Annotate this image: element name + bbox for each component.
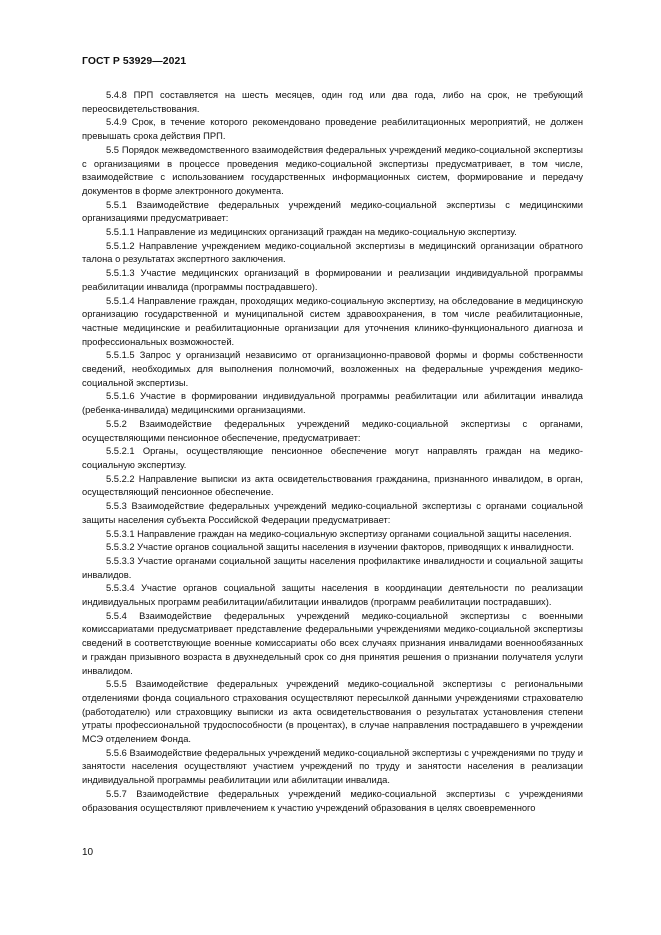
paragraph-5-5-4: 5.5.4 Взаимодействие федеральных учреждений медико-социальной экспертизы с военными комиссариатами предусматривает представление федеральными учреждениями медико-социальной экспертизы сведений в соответствующие военные комиссариаты обо всех случаях признания инвалидами военнообязанных и граждан призывного возраста в двухнедельный срок со дня принятия решения о признании получателя услуги инвалидом. bbox=[82, 610, 583, 676]
paragraph-5-5-3: 5.5.3 Взаимодействие федеральных учреждений медико-социальной экспертизы с органами социальной защиты населения субъекта Российской Федерации предусматривает: bbox=[82, 501, 583, 525]
paragraph-5-5-2: 5.5.2 Взаимодействие федеральных учреждений медико-социальной экспертизы с органами, осуществляющими пенсионное обеспечение, предусматривает: bbox=[82, 418, 583, 443]
paragraph-5-5-5: 5.5.5 Взаимодействие федеральных учреждений медико-социальной экспертизы с региональными отделениями фонда социального страхования осуществляют пересылкой данными учреждениями страхователю (работодателю) или страховщику выписки из акта освидетельствования о результатах установления степени утраты профессиональной трудоспособности (в процентах), в случае направления пострадавшего в учреждении МСЭ отделением Фонда. bbox=[82, 679, 583, 745]
document-body bbox=[82, 89, 583, 815]
paragraph-5-5-1-5: 5.5.1.5 Запрос у организаций независимо от организационно-правовой формы и формы собственности сведений, необходимых для выполнения полномочий, возложенных на федеральные учреждения медико-социальной экспертизы. bbox=[82, 350, 583, 388]
paragraph-5-5-2-2: 5.5.2.2 Направление выписки из акта освидетельствования гражданина, признанного инвалидом, в орган, осуществляющий пенсионное обеспечение. bbox=[82, 473, 583, 498]
paragraph-5-5-1-3: 5.5.1.3 Участие медицинских организаций в формировании и реализации индивидуальной программы реабилитации инвалида (программы пострадавшего). bbox=[82, 268, 583, 292]
paragraph-5-5-1: 5.5.1 Взаимодействие федеральных учреждений медико-социальной экспертизы с медицинскими организациями предусматривает: bbox=[82, 199, 583, 224]
paragraph-5-4-9: 5.4.9 Срок, в течение которого рекомендовано проведение реабилитационных мероприятий, не должен превышать срока действия ПРП. bbox=[82, 117, 583, 142]
paragraph-5-5-3-3: 5.5.3.3 Участие органами социальной защиты населения профилактике инвалидности и социальной защиты инвалидов. bbox=[82, 555, 583, 580]
paragraph-5-5-1-4: 5.5.1.4 Направление граждан, проходящих медико-социальную экспертизу, на обследование в медицинскую организацию государственной и муниципальной систем здравоохранения, в том числе реабилитационные, частные медицинские и реабилитационные организации для уточнения клинико-функционального диагноза и профессиональных возможностей. bbox=[82, 295, 583, 347]
paragraph-5-5-3-4: 5.5.3.4 Участие органов социальной защиты населения в координации деятельности по реализации индивидуальных программ реабилитации/абилитации инвалидов (программ реабилитации пострадавших). bbox=[82, 583, 583, 608]
standard-header: ГОСТ Р 53929—2021 bbox=[82, 56, 187, 67]
paragraph-5-5-6: 5.5.6 Взаимодействие федеральных учреждений медико-социальной экспертизы с учреждениями по труду и занятости населения осуществляют участием учреждений по труду и занятости населения в реализации индивидуальной программы реабилитации или абилитации инвалида. bbox=[82, 747, 583, 786]
page-number: 10 bbox=[82, 847, 94, 858]
paragraph-5-5-3-2: 5.5.3.2 Участие органов социальной защиты населения в изучении факторов, приводящих к инвалидности. bbox=[106, 542, 574, 553]
paragraph-5-5-2-1: 5.5.2.1 Органы, осуществляющие пенсионное обеспечение могут направлять граждан на медико-социальную экспертизу. bbox=[82, 446, 583, 470]
paragraph-5-5-3-1: 5.5.3.1 Направление граждан на медико-социальную экспертизу органами социальной защиты населения. bbox=[106, 528, 572, 539]
paragraph-5-5-1-6: 5.5.1.6 Участие в формировании индивидуальной программы реабилитации или абилитации инвалида (ребенка-инвалида) медицинскими организациями. bbox=[82, 391, 583, 416]
paragraph-5-5-7: 5.5.7 Взаимодействие федеральных учреждений медико-социальной экспертизы с учреждениями образования осуществляют привлечением к участию учреждений образования в целях своевременного bbox=[82, 788, 583, 813]
paragraph-5-5-1-1: 5.5.1.1 Направление из медицинских организаций граждан на медико-социальную экспертизу. bbox=[106, 227, 517, 238]
paragraph-5-4-8: 5.4.8 ПРП составляется на шесть месяцев, один год или два года, либо на срок, не требующий переосвидетельствования. bbox=[82, 90, 583, 114]
paragraph-5-5: 5.5 Порядок межведомственного взаимодействия федеральных учреждений медико-социальной экспертизы с организациями в процессе проведения медико-социальной экспертизы предусматривает, в том числе, взаимодействие с использованием государственных информационных систем, формирование и передачу документов в форме электронного документа. bbox=[82, 144, 583, 196]
paragraph-5-5-1-2: 5.5.1.2 Направление учреждением медико-социальной экспертизы в медицинский организации обратного талона о результатах экспертного заключения. bbox=[82, 240, 583, 265]
